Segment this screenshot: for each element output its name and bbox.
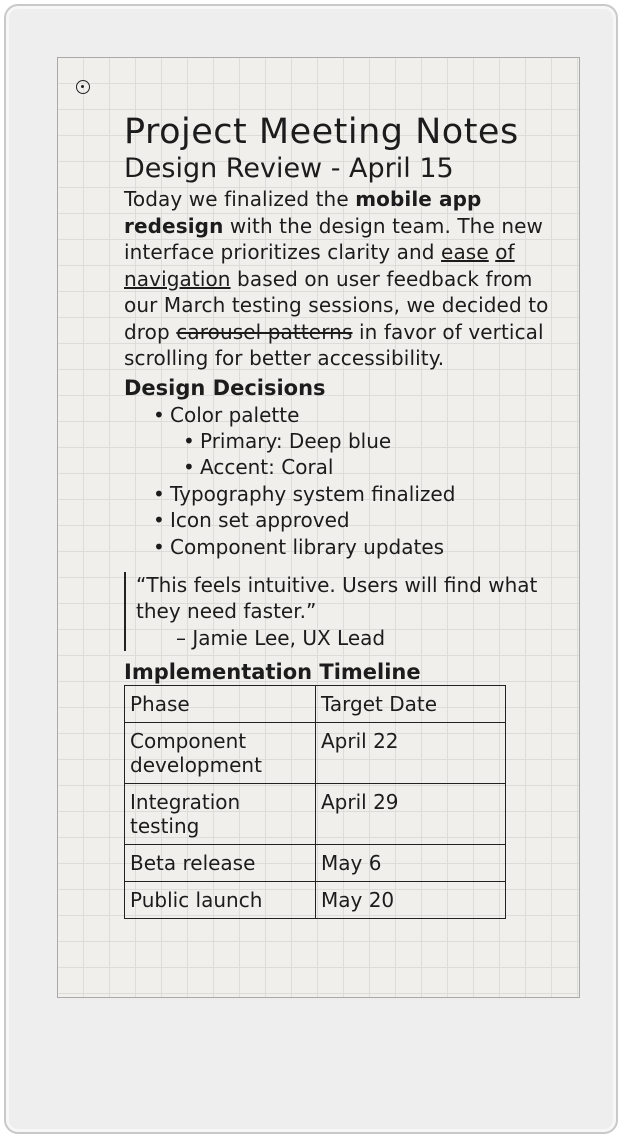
decisions-list [124, 402, 569, 560]
quote-attribution: – Jamie Lee, UX Lead [176, 625, 386, 650]
table-cell: May 6 [316, 845, 506, 882]
table-header-cell: Phase [125, 686, 316, 723]
paragraph-text: based on user feedback from our March testing sessions, we decided to drop [124, 266, 549, 344]
list-item: • Component library updates [150, 534, 569, 560]
list-item-label: Color palette [170, 402, 300, 427]
underlined-text: of [495, 240, 515, 264]
table-cell: April 29 [316, 784, 506, 845]
paragraph-text: Today we finalized the [124, 187, 356, 211]
quote-text: “This feels intuitive. Users will find what they need faster.” [136, 572, 538, 624]
paragraph-text: in favor of vertical scrolling for better accessibility. [124, 319, 544, 370]
blockquote [124, 572, 569, 651]
table-header-row [125, 686, 506, 723]
list-item [150, 402, 569, 481]
list-item: • Accent: Coral [180, 454, 569, 480]
table-row [125, 845, 506, 882]
table-cell: Component development [125, 723, 316, 784]
strikethrough-text: carousel patterns [176, 319, 353, 344]
note-screen [57, 57, 580, 998]
underlined-text: ease [441, 240, 489, 264]
decisions-heading: Design Decisions [124, 375, 326, 400]
paragraph-text: with the design team. The new interface prioritizes clarity and [124, 213, 543, 264]
table-header-cell: Target Date [316, 686, 506, 723]
table-cell: Beta release [125, 845, 316, 882]
e-reader-device [4, 4, 618, 1134]
list-item: • Primary: Deep blue [180, 428, 569, 454]
table-row [125, 784, 506, 845]
table-cell: Integration testing [125, 784, 316, 845]
table-row [125, 882, 506, 919]
page-subtitle: Design Review - April 15 [124, 153, 454, 184]
table-row [125, 723, 506, 784]
menu-dot-icon[interactable] [76, 80, 90, 94]
note-content [124, 112, 569, 919]
underlined-text: navigation [124, 266, 231, 291]
summary-paragraph [124, 186, 569, 372]
page-title: Project Meeting Notes [124, 112, 519, 152]
list-item: • Typography system finalized [150, 481, 569, 507]
sub-list [170, 428, 569, 481]
table-cell: Public launch [125, 882, 316, 919]
bold-text: mobile app redesign [124, 187, 482, 238]
list-item: • Icon set approved [150, 507, 569, 533]
timeline-heading: Implementation Timeline [124, 660, 421, 685]
table-cell: May 20 [316, 882, 506, 919]
table-cell: April 22 [316, 723, 506, 784]
timeline-table [124, 685, 506, 919]
